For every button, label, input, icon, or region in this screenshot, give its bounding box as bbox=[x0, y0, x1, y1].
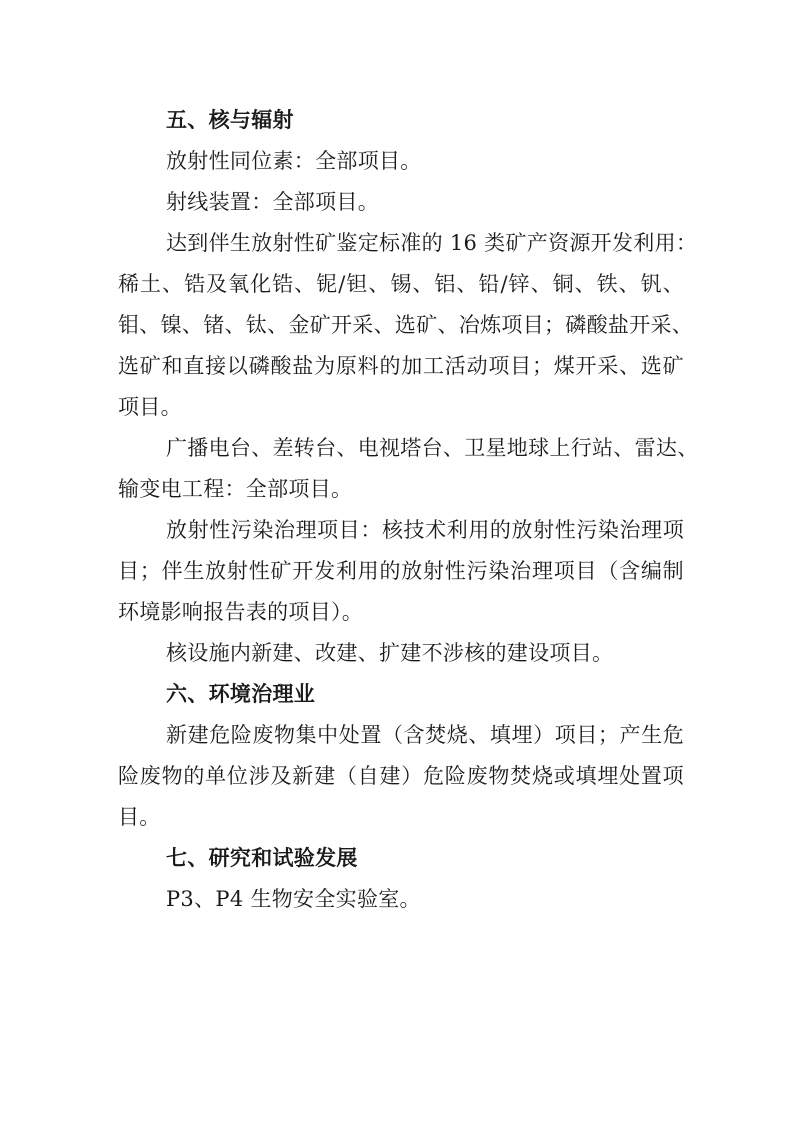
paragraph-line: 目。 bbox=[118, 805, 161, 829]
paragraph-line: 目；伴生放射性矿开发利用的放射性污染治理项目（含编制 bbox=[118, 559, 684, 583]
paragraph-line: 达到伴生放射性矿鉴定标准的 16 类矿产资源开发利用： bbox=[166, 231, 698, 255]
paragraph-line: 稀土、锆及氧化锆、铌/钽、锡、铝、铅/锌、铜、铁、钒、 bbox=[118, 272, 684, 296]
paragraph-line: 放射性污染治理项目：核技术利用的放射性污染治理项 bbox=[166, 518, 684, 542]
section-heading-nuclear-radiation: 五、核与辐射 bbox=[166, 108, 294, 132]
paragraph-line: 广播电台、差转台、电视塔台、卫星地球上行站、雷达、 bbox=[166, 436, 699, 460]
paragraph-line: 项目。 bbox=[118, 395, 182, 419]
paragraph-line: 输变电工程：全部项目。 bbox=[118, 477, 353, 501]
paragraph-line: 环境影响报告表的项目）。 bbox=[118, 600, 364, 624]
paragraph-line: 选矿和直接以磷酸盐为原料的加工活动项目；煤开采、选矿 bbox=[118, 354, 684, 378]
paragraph-line: 钼、镍、锗、钛、金矿开采、选矿、冶炼项目；磷酸盐开采、 bbox=[118, 313, 694, 337]
document-page bbox=[118, 100, 699, 920]
section-heading-research-development: 七、研究和试验发展 bbox=[166, 846, 358, 870]
paragraph-line: 险废物的单位涉及新建（自建）危险废物焚烧或填埋处置项 bbox=[118, 764, 684, 788]
section-heading-environmental-governance: 六、环境治理业 bbox=[166, 682, 316, 706]
paragraph-line: 核设施内新建、改建、扩建不涉核的建设项目。 bbox=[166, 641, 614, 665]
paragraph-line: 放射性同位素：全部项目。 bbox=[166, 149, 422, 173]
paragraph-line: 射线装置：全部项目。 bbox=[166, 190, 379, 214]
paragraph-line: P3、P4 生物安全实验室。 bbox=[166, 887, 421, 911]
paragraph-line: 新建危险废物集中处置（含焚烧、填埋）项目；产生危 bbox=[166, 723, 684, 747]
